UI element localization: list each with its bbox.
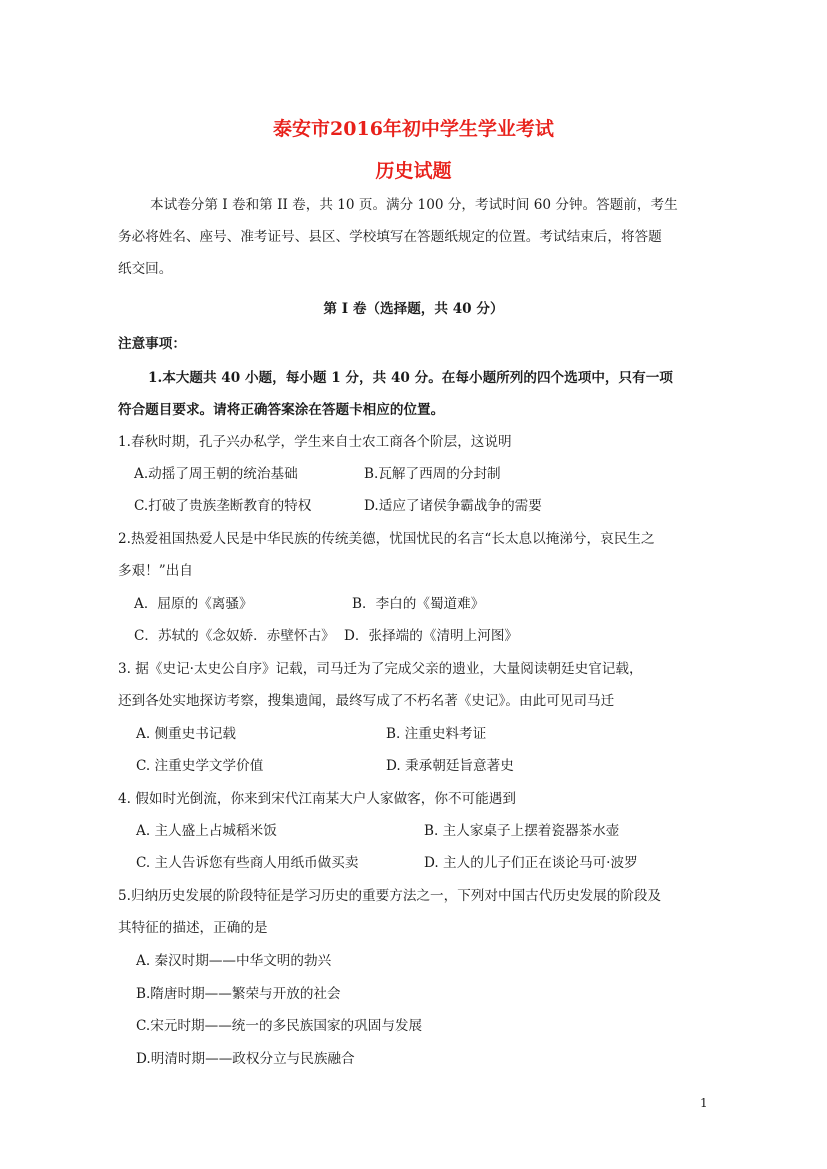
question-4-option-b: B. 主人家桌子上摆着瓷器茶水壶 — [424, 823, 620, 839]
notice-label: 注意事项： — [118, 336, 186, 352]
question-2-option-d: D．张择端的《清明上河图》 — [344, 628, 519, 644]
question-4-option-a: A. 主人盛上占城稻米饭 — [136, 823, 277, 839]
notice-line-2: 符合题目要求。请将正确答案涂在答题卡相应的位置。 — [118, 402, 445, 418]
question-2-stem-1: 2.热爱祖国热爱人民是中华民族的传统美德，忧国忧民的名言“长太息以掩涕兮，哀民生之 — [118, 531, 655, 547]
question-1-option-a: A.动摇了周王朝的统治基础 — [134, 466, 298, 482]
question-1-option-c: C.打破了贵族垄断教育的特权 — [134, 498, 312, 514]
question-5-option-a: A. 秦汉时期——中华文明的勃兴 — [136, 953, 332, 969]
question-3-option-d: D. 秉承朝廷旨意著史 — [386, 758, 514, 774]
question-5-option-b: B.隋唐时期——繁荣与开放的社会 — [136, 986, 341, 1002]
question-1-stem: 1.春秋时期，孔子兴办私学，学生来自士农工商各个阶层，这说明 — [118, 434, 512, 450]
question-5-stem-1: 5.归纳历史发展的阶段特征是学习历史的重要方法之一，下列对中国古代历史发展的阶段及 — [118, 888, 662, 904]
question-5-option-c: C.宋元时期——统一的多民族国家的巩固与发展 — [136, 1018, 423, 1034]
exam-subtitle: 历史试题 — [375, 160, 452, 182]
question-1-option-d: D.适应了诸侯争霸战争的需要 — [364, 498, 542, 514]
page-number: 1 — [700, 1096, 708, 1110]
question-2-stem-2: 多艰！”出自 — [118, 563, 193, 579]
question-3-option-c: C. 注重史学文学价值 — [136, 758, 264, 774]
question-2-option-b: B．李白的《蜀道难》 — [352, 596, 485, 612]
question-5-stem-2: 其特征的描述，正确的是 — [118, 920, 268, 936]
question-3-option-b: B. 注重史料考证 — [386, 726, 487, 742]
question-3-option-a: A. 侧重史书记载 — [136, 726, 237, 742]
question-2-option-a: A．屈原的《离骚》 — [134, 596, 253, 612]
question-1-option-b: B.瓦解了西周的分封制 — [364, 466, 501, 482]
question-3-stem-2: 还到各处实地探访考察，搜集遗闻，最终写成了不朽名著《史记》。由此可见司马迁 — [118, 693, 615, 709]
exam-title: 泰安市2016年初中学生学业考试 — [273, 118, 554, 140]
section-heading: 第 I 卷（选择题，共 40 分） — [323, 301, 504, 317]
question-3-stem-1: 3. 据《史记·太史公自序》记载，司马迁为了完成父亲的遗业，大量阅读朝廷史官记载， — [118, 661, 643, 677]
intro-line-1: 本试卷分第 I 卷和第 II 卷，共 10 页。满分 100 分，考试时间 60 分钟。答题前，考生 — [150, 197, 678, 213]
question-4-option-c: C. 主人告诉您有些商人用纸币做买卖 — [136, 855, 359, 871]
question-5-option-d: D.明清时期——政权分立与民族融合 — [136, 1051, 355, 1067]
intro-line-3: 纸交回。 — [118, 261, 173, 277]
intro-line-2: 务必将姓名、座号、准考证号、县区、学校填写在答题纸规定的位置。考试结束后，将答题 — [118, 229, 662, 245]
question-4-stem: 4. 假如时光倒流，你来到宋代江南某大户人家做客，你不可能遇到 — [118, 791, 516, 807]
question-2-option-c: C．苏轼的《念奴娇．赤壁怀古》 — [134, 628, 335, 644]
question-4-option-d: D. 主人的儿子们正在谈论马可·波罗 — [424, 855, 638, 871]
notice-line-1: 1.本大题共 40 小题，每小题 1 分，共 40 分。在每小题所列的四个选项中，只有一项 — [148, 370, 673, 386]
